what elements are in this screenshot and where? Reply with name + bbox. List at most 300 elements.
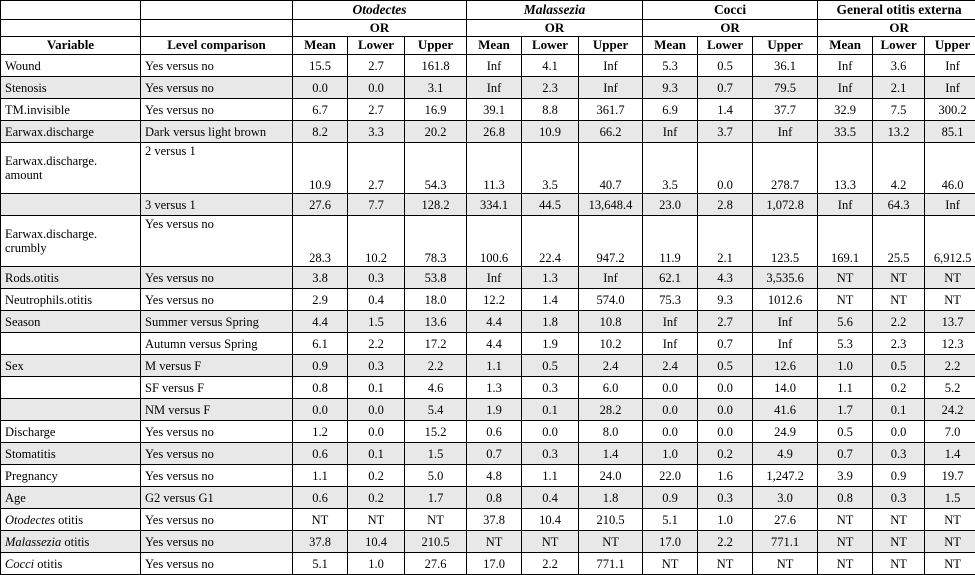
cell-malassezia-mean: 26.8	[467, 121, 522, 143]
variable-plain-part: otitis	[61, 535, 89, 549]
cell-cocci-mean: 0.0	[643, 377, 698, 399]
cell-level-comparison: Yes versus no	[141, 531, 293, 553]
cell-cocci-upper: Inf	[753, 311, 818, 333]
cell-general-mean: 0.5	[818, 421, 873, 443]
cell-otodectes-upper: 17.2	[405, 333, 467, 355]
cell-otodectes-mean: 6.7	[293, 99, 348, 121]
cell-otodectes-upper: 18.0	[405, 289, 467, 311]
table-row	[1, 377, 975, 399]
cell-cocci-mean: 0.0	[643, 421, 698, 443]
cell-malassezia-mean: 100.6	[467, 216, 522, 267]
cell-otodectes-lower: 2.7	[348, 143, 405, 194]
cell-malassezia-upper: NT	[579, 531, 643, 553]
cell-malassezia-lower: 22.4	[522, 216, 579, 267]
cell-general-upper: 1.4	[925, 443, 975, 465]
cell-malassezia-lower: 0.1	[522, 399, 579, 421]
cell-otodectes-lower: 2.7	[348, 55, 405, 77]
cell-general-mean: Inf	[818, 77, 873, 99]
cell-malassezia-lower: NT	[522, 531, 579, 553]
table-row	[1, 289, 975, 311]
cell-general-lower: 0.3	[873, 487, 925, 509]
cell-malassezia-mean: 0.8	[467, 487, 522, 509]
cell-general-upper: 2.2	[925, 355, 975, 377]
cell-general-upper: 6,912.5	[925, 216, 975, 267]
column-header-cocci-upper: Upper	[753, 37, 818, 55]
cell-level-comparison: Summer versus Spring	[141, 311, 293, 333]
cell-general-upper: 5.2	[925, 377, 975, 399]
cell-malassezia-mean: Inf	[467, 55, 522, 77]
cell-variable: Stomatitis	[1, 443, 141, 465]
variable-italic-part: Cocci	[5, 557, 34, 571]
table-row	[1, 121, 975, 143]
cell-malassezia-lower: 44.5	[522, 194, 579, 216]
cell-otodectes-upper: 13.6	[405, 311, 467, 333]
cell-cocci-lower: 0.0	[698, 399, 753, 421]
cell-general-upper: 13.7	[925, 311, 975, 333]
table-row	[1, 399, 975, 421]
cell-otodectes-upper: 2.2	[405, 355, 467, 377]
cell-otodectes-lower: 0.3	[348, 267, 405, 289]
cell-otodectes-lower: 0.4	[348, 289, 405, 311]
cell-general-upper: NT	[925, 553, 975, 575]
column-header-variable: Variable	[1, 37, 141, 55]
cell-cocci-mean: Inf	[643, 311, 698, 333]
cell-malassezia-upper: 10.2	[579, 333, 643, 355]
cell-cocci-mean: 0.9	[643, 487, 698, 509]
cell-variable	[1, 553, 141, 575]
cell-malassezia-upper: 574.0	[579, 289, 643, 311]
cell-level-comparison: Yes versus no	[141, 267, 293, 289]
cell-general-mean: Inf	[818, 194, 873, 216]
cell-level-comparison: M versus F	[141, 355, 293, 377]
cell-malassezia-upper: 40.7	[579, 143, 643, 194]
cell-otodectes-lower: 0.1	[348, 377, 405, 399]
cell-cocci-mean: 23.0	[643, 194, 698, 216]
cell-malassezia-lower: 0.0	[522, 421, 579, 443]
cell-cocci-lower: 0.2	[698, 443, 753, 465]
cell-malassezia-upper: Inf	[579, 77, 643, 99]
column-header-general-upper: Upper	[925, 37, 975, 55]
cell-malassezia-lower: 0.3	[522, 443, 579, 465]
cell-general-lower: 7.5	[873, 99, 925, 121]
cell-cocci-mean: 6.9	[643, 99, 698, 121]
cell-malassezia-upper: 947.2	[579, 216, 643, 267]
cell-malassezia-upper: 1.4	[579, 443, 643, 465]
cell-malassezia-lower: 2.2	[522, 553, 579, 575]
cell-level-comparison: SF versus F	[141, 377, 293, 399]
table-row	[1, 99, 975, 121]
cell-cocci-mean: 11.9	[643, 216, 698, 267]
cell-general-mean: NT	[818, 531, 873, 553]
cell-level-comparison: Yes versus no	[141, 421, 293, 443]
cell-cocci-lower: 0.0	[698, 143, 753, 194]
cell-cocci-upper: 79.5	[753, 77, 818, 99]
table-row	[1, 311, 975, 333]
cell-cocci-mean: 5.1	[643, 509, 698, 531]
cell-general-mean: NT	[818, 289, 873, 311]
cell-malassezia-mean: 37.8	[467, 509, 522, 531]
cell-otodectes-lower: 0.0	[348, 77, 405, 99]
cell-general-lower: 0.2	[873, 377, 925, 399]
cell-cocci-lower: 0.5	[698, 355, 753, 377]
cell-level-comparison: Autumn versus Spring	[141, 333, 293, 355]
cell-variable: Wound	[1, 55, 141, 77]
cell-otodectes-upper: 54.3	[405, 143, 467, 194]
cell-cocci-mean: 2.4	[643, 355, 698, 377]
cell-otodectes-upper: 3.1	[405, 77, 467, 99]
cell-variable	[1, 399, 141, 421]
cell-malassezia-lower: 10.4	[522, 509, 579, 531]
cell-general-lower: 0.1	[873, 399, 925, 421]
cell-cocci-upper: 278.7	[753, 143, 818, 194]
cell-general-upper: 12.3	[925, 333, 975, 355]
header-row-columns	[1, 37, 975, 55]
cell-cocci-lower: 1.4	[698, 99, 753, 121]
cell-otodectes-mean: 4.4	[293, 311, 348, 333]
cell-cocci-mean: 0.0	[643, 399, 698, 421]
cell-level-comparison: Dark versus light brown	[141, 121, 293, 143]
column-header-otodectes-mean: Mean	[293, 37, 348, 55]
or-header-otodectes: OR	[293, 19, 467, 37]
cell-general-lower: NT	[873, 289, 925, 311]
cell-cocci-upper: 1,072.8	[753, 194, 818, 216]
cell-general-lower: NT	[873, 509, 925, 531]
cell-cocci-mean: 17.0	[643, 531, 698, 553]
cell-otodectes-lower: 0.2	[348, 465, 405, 487]
cell-malassezia-upper: 210.5	[579, 509, 643, 531]
cell-cocci-lower: 1.0	[698, 509, 753, 531]
table-row	[1, 531, 975, 553]
cell-otodectes-lower: 3.3	[348, 121, 405, 143]
cell-malassezia-mean: 12.2	[467, 289, 522, 311]
cell-general-lower: 4.2	[873, 143, 925, 194]
cell-malassezia-mean: 11.3	[467, 143, 522, 194]
header-row-or	[1, 19, 975, 37]
cell-malassezia-mean: 4.4	[467, 333, 522, 355]
cell-variable: Earwax.discharge	[1, 121, 141, 143]
cell-otodectes-mean: 0.0	[293, 399, 348, 421]
cell-malassezia-upper: 771.1	[579, 553, 643, 575]
cell-cocci-mean: NT	[643, 553, 698, 575]
cell-otodectes-mean: 5.1	[293, 553, 348, 575]
cell-malassezia-lower: 1.4	[522, 289, 579, 311]
column-header-malassezia-upper: Upper	[579, 37, 643, 55]
cell-malassezia-mean: 1.9	[467, 399, 522, 421]
cell-level-comparison: Yes versus no	[141, 553, 293, 575]
cell-otodectes-lower: 7.7	[348, 194, 405, 216]
cell-general-lower: NT	[873, 531, 925, 553]
cell-otodectes-mean: 0.6	[293, 443, 348, 465]
cell-cocci-mean: 3.5	[643, 143, 698, 194]
or-header-general: OR	[818, 19, 975, 37]
column-header-otodectes-lower: Lower	[348, 37, 405, 55]
cell-cocci-mean: 22.0	[643, 465, 698, 487]
cell-level-comparison: Yes versus no	[141, 216, 293, 267]
cell-variable: Discharge	[1, 421, 141, 443]
table-row	[1, 465, 975, 487]
table-row	[1, 333, 975, 355]
cell-malassezia-upper: 13,648.4	[579, 194, 643, 216]
table-row	[1, 267, 975, 289]
cell-general-lower: 13.2	[873, 121, 925, 143]
cell-level-comparison: 3 versus 1	[141, 194, 293, 216]
header-blank-level	[141, 1, 293, 20]
cell-level-comparison: Yes versus no	[141, 99, 293, 121]
cell-level-comparison: Yes versus no	[141, 55, 293, 77]
cell-cocci-upper: 24.9	[753, 421, 818, 443]
variable-italic-part: Malassezia	[5, 535, 61, 549]
cell-level-comparison: G2 versus G1	[141, 487, 293, 509]
cell-variable: Age	[1, 487, 141, 509]
cell-cocci-mean: 5.3	[643, 55, 698, 77]
cell-general-mean: 169.1	[818, 216, 873, 267]
cell-general-lower: 0.0	[873, 421, 925, 443]
cell-otodectes-mean: 28.3	[293, 216, 348, 267]
cell-general-upper: 46.0	[925, 143, 975, 194]
cell-general-lower: 0.3	[873, 443, 925, 465]
cell-otodectes-upper: 1.7	[405, 487, 467, 509]
cell-general-upper: 85.1	[925, 121, 975, 143]
header-blank-variable	[1, 1, 141, 20]
cell-otodectes-mean: NT	[293, 509, 348, 531]
cell-cocci-lower: 1.6	[698, 465, 753, 487]
cell-general-upper: NT	[925, 509, 975, 531]
cell-malassezia-mean: 4.4	[467, 311, 522, 333]
cell-general-mean: NT	[818, 267, 873, 289]
cell-variable	[1, 531, 141, 553]
cell-general-lower: NT	[873, 553, 925, 575]
cell-level-comparison: NM versus F	[141, 399, 293, 421]
cell-otodectes-lower: 10.4	[348, 531, 405, 553]
cell-malassezia-upper: 8.0	[579, 421, 643, 443]
cell-otodectes-upper: 20.2	[405, 121, 467, 143]
cell-cocci-upper: 1012.6	[753, 289, 818, 311]
cell-otodectes-upper: 128.2	[405, 194, 467, 216]
cell-malassezia-mean: Inf	[467, 267, 522, 289]
cell-cocci-upper: 36.1	[753, 55, 818, 77]
cell-otodectes-lower: 0.2	[348, 487, 405, 509]
cell-otodectes-lower: 10.2	[348, 216, 405, 267]
cell-malassezia-lower: 1.8	[522, 311, 579, 333]
table-body	[1, 55, 975, 575]
cell-malassezia-lower: 2.3	[522, 77, 579, 99]
cell-otodectes-lower: 1.5	[348, 311, 405, 333]
cell-cocci-upper: 771.1	[753, 531, 818, 553]
cell-general-mean: 5.3	[818, 333, 873, 355]
cell-malassezia-lower: 8.8	[522, 99, 579, 121]
cell-variable: TM.invisible	[1, 99, 141, 121]
cell-general-lower: 64.3	[873, 194, 925, 216]
cell-malassezia-lower: 1.3	[522, 267, 579, 289]
cell-otodectes-mean: 15.5	[293, 55, 348, 77]
cell-malassezia-lower: 3.5	[522, 143, 579, 194]
table-row	[1, 77, 975, 99]
cell-general-mean: 1.1	[818, 377, 873, 399]
variable-plain-part: otitis	[55, 513, 83, 527]
cell-cocci-mean: 75.3	[643, 289, 698, 311]
cell-otodectes-mean: 0.8	[293, 377, 348, 399]
cell-otodectes-mean: 0.6	[293, 487, 348, 509]
cell-variable	[1, 333, 141, 355]
cell-general-mean: 3.9	[818, 465, 873, 487]
cell-malassezia-upper: 66.2	[579, 121, 643, 143]
cell-cocci-upper: 3.0	[753, 487, 818, 509]
cell-general-lower: 25.5	[873, 216, 925, 267]
variable-italic-part: Otodectes	[5, 513, 55, 527]
cell-general-mean: NT	[818, 553, 873, 575]
table-row	[1, 443, 975, 465]
cell-general-mean: 0.7	[818, 443, 873, 465]
cell-otodectes-mean: 0.0	[293, 77, 348, 99]
cell-variable	[1, 143, 141, 194]
cell-general-upper: 1.5	[925, 487, 975, 509]
cell-general-lower: 2.1	[873, 77, 925, 99]
header-blank-variable-2	[1, 19, 141, 37]
cell-otodectes-upper: 161.8	[405, 55, 467, 77]
cell-malassezia-lower: 1.9	[522, 333, 579, 355]
cell-malassezia-mean: 1.1	[467, 355, 522, 377]
cell-otodectes-upper: 78.3	[405, 216, 467, 267]
cell-malassezia-lower: 1.1	[522, 465, 579, 487]
cell-cocci-upper: Inf	[753, 121, 818, 143]
table-row	[1, 143, 975, 194]
or-header-cocci: OR	[643, 19, 818, 37]
column-header-general-lower: Lower	[873, 37, 925, 55]
cell-otodectes-lower: 2.7	[348, 99, 405, 121]
cell-otodectes-upper: 53.8	[405, 267, 467, 289]
cell-general-upper: Inf	[925, 77, 975, 99]
cell-otodectes-upper: NT	[405, 509, 467, 531]
cell-cocci-lower: 0.0	[698, 421, 753, 443]
table-row	[1, 216, 975, 267]
cell-general-lower: 0.9	[873, 465, 925, 487]
cell-otodectes-upper: 1.5	[405, 443, 467, 465]
cell-level-comparison: Yes versus no	[141, 443, 293, 465]
cell-general-lower: NT	[873, 267, 925, 289]
cell-cocci-mean: 9.3	[643, 77, 698, 99]
cell-otodectes-upper: 210.5	[405, 531, 467, 553]
cell-level-comparison: Yes versus no	[141, 77, 293, 99]
or-header-malassezia: OR	[467, 19, 643, 37]
cell-level-comparison: Yes versus no	[141, 289, 293, 311]
cell-malassezia-mean: 334.1	[467, 194, 522, 216]
cell-cocci-upper: 12.6	[753, 355, 818, 377]
cell-otodectes-upper: 4.6	[405, 377, 467, 399]
cell-cocci-lower: 0.3	[698, 487, 753, 509]
group-header-general-otitis-externa: General otitis externa	[818, 1, 975, 20]
cell-otodectes-mean: 1.1	[293, 465, 348, 487]
cell-variable	[1, 509, 141, 531]
cell-cocci-upper: 41.6	[753, 399, 818, 421]
cell-malassezia-lower: 0.3	[522, 377, 579, 399]
cell-cocci-upper: 37.7	[753, 99, 818, 121]
cell-otodectes-lower: NT	[348, 509, 405, 531]
cell-level-comparison: 2 versus 1	[141, 143, 293, 194]
cell-malassezia-upper: 10.8	[579, 311, 643, 333]
table-row	[1, 355, 975, 377]
cell-malassezia-mean: 0.7	[467, 443, 522, 465]
cell-malassezia-mean: 17.0	[467, 553, 522, 575]
column-header-level-comparison: Level comparison	[141, 37, 293, 55]
cell-malassezia-mean: NT	[467, 531, 522, 553]
cell-variable: Sex	[1, 355, 141, 377]
cell-malassezia-upper: 1.8	[579, 487, 643, 509]
variable-label: Earwax.discharge. amount	[5, 154, 97, 182]
cell-malassezia-lower: 0.5	[522, 355, 579, 377]
cell-otodectes-mean: 27.6	[293, 194, 348, 216]
table-row	[1, 553, 975, 575]
column-header-cocci-lower: Lower	[698, 37, 753, 55]
cell-cocci-mean: 62.1	[643, 267, 698, 289]
cell-general-lower: 2.3	[873, 333, 925, 355]
cell-otodectes-upper: 16.9	[405, 99, 467, 121]
variable-plain-part: otitis	[34, 557, 62, 571]
table-row	[1, 55, 975, 77]
group-header-otodectes: Otodectes	[293, 1, 467, 20]
group-header-malassezia: Malassezia	[467, 1, 643, 20]
cell-general-upper: 19.7	[925, 465, 975, 487]
cell-general-upper: NT	[925, 267, 975, 289]
cell-otodectes-upper: 5.4	[405, 399, 467, 421]
table-row	[1, 421, 975, 443]
table-row	[1, 487, 975, 509]
cell-general-upper: NT	[925, 289, 975, 311]
cell-cocci-mean: Inf	[643, 121, 698, 143]
cell-variable	[1, 216, 141, 267]
cell-otodectes-mean: 3.8	[293, 267, 348, 289]
cell-malassezia-lower: 10.9	[522, 121, 579, 143]
cell-malassezia-mean: 4.8	[467, 465, 522, 487]
cell-general-upper: 24.2	[925, 399, 975, 421]
header-row-groups	[1, 1, 975, 20]
cell-variable	[1, 194, 141, 216]
cell-otodectes-mean: 10.9	[293, 143, 348, 194]
cell-cocci-lower: 2.2	[698, 531, 753, 553]
cell-otodectes-upper: 5.0	[405, 465, 467, 487]
cell-general-upper: 7.0	[925, 421, 975, 443]
cell-cocci-upper: 4.9	[753, 443, 818, 465]
cell-general-mean: 1.7	[818, 399, 873, 421]
column-header-malassezia-lower: Lower	[522, 37, 579, 55]
cell-malassezia-upper: 361.7	[579, 99, 643, 121]
cell-general-lower: 3.6	[873, 55, 925, 77]
cell-general-upper: 300.2	[925, 99, 975, 121]
cell-cocci-upper: 3,535.6	[753, 267, 818, 289]
cell-general-mean: NT	[818, 509, 873, 531]
cell-general-mean: 1.0	[818, 355, 873, 377]
cell-general-mean: 5.6	[818, 311, 873, 333]
cell-cocci-mean: 1.0	[643, 443, 698, 465]
cell-otodectes-mean: 1.2	[293, 421, 348, 443]
cell-level-comparison: Yes versus no	[141, 509, 293, 531]
cell-malassezia-upper: Inf	[579, 55, 643, 77]
cell-cocci-lower: NT	[698, 553, 753, 575]
cell-cocci-lower: 2.1	[698, 216, 753, 267]
cell-malassezia-mean: 0.6	[467, 421, 522, 443]
cell-otodectes-lower: 2.2	[348, 333, 405, 355]
cell-cocci-upper: 14.0	[753, 377, 818, 399]
cell-otodectes-lower: 0.3	[348, 355, 405, 377]
table-row	[1, 194, 975, 216]
cell-variable: Neutrophils.otitis	[1, 289, 141, 311]
cell-cocci-lower: 0.0	[698, 377, 753, 399]
cell-otodectes-mean: 2.9	[293, 289, 348, 311]
cell-cocci-upper: 123.5	[753, 216, 818, 267]
cell-cocci-lower: 4.3	[698, 267, 753, 289]
cell-cocci-upper: NT	[753, 553, 818, 575]
cell-general-mean: 33.5	[818, 121, 873, 143]
column-header-cocci-mean: Mean	[643, 37, 698, 55]
